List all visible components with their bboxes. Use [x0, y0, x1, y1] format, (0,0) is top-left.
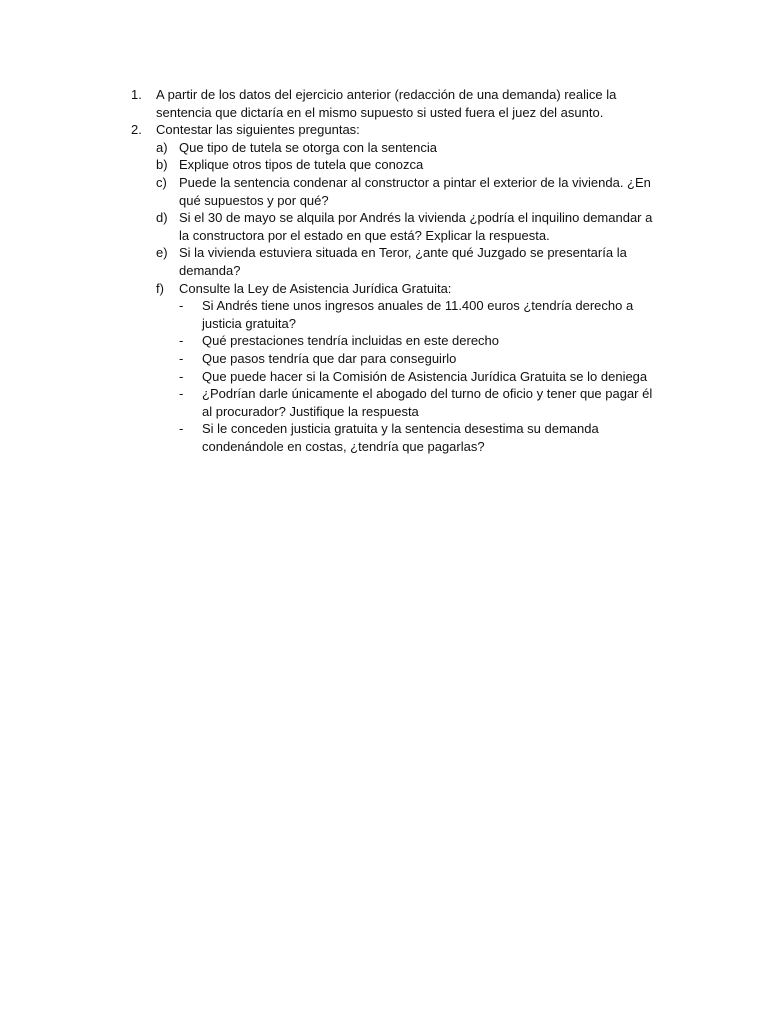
- bullet-item-5: [131, 385, 661, 420]
- list-marker: 1.: [131, 87, 142, 102]
- list-item-1: [131, 86, 661, 121]
- sub-item-d: [131, 209, 661, 244]
- sub-item-c: [131, 174, 661, 209]
- sub-item-text: Puede la sentencia condenar al constructor a pintar el exterior de la vivienda. ¿En qué supuestos y por qué?: [179, 174, 651, 208]
- bullet-marker: -: [179, 368, 184, 384]
- bullet-item-4: [131, 368, 661, 386]
- bullet-marker: -: [179, 298, 184, 314]
- bullet-item-1: [131, 297, 661, 332]
- sub-item-text: Consulte la Ley de Asistencia Jurídica Gratuita:: [179, 280, 452, 296]
- bullet-item-text: Qué prestaciones tendría incluidas en este derecho: [202, 333, 500, 349]
- sub-item-f: [131, 280, 661, 298]
- sub-item-b: [131, 156, 661, 174]
- bullet-marker: -: [179, 350, 184, 366]
- bullet-item-text: Que pasos tendría que dar para conseguirlo: [202, 350, 457, 366]
- list-item-2: [131, 121, 661, 139]
- list-marker: 2.: [131, 122, 142, 138]
- list-marker: a): [156, 139, 168, 155]
- bullet-marker: -: [179, 333, 184, 349]
- sub-item-text: Explique otros tipos de tutela que conozca: [179, 157, 424, 173]
- list-marker: c): [156, 174, 167, 190]
- document-body: [131, 86, 661, 455]
- bullet-item-text: Si le conceden justicia gratuita y la sentencia desestima su demanda condenándole en costas, ¿tendría que pagarlas?: [202, 421, 599, 454]
- bullet-item-text: Que puede hacer si la Comisión de Asistencia Jurídica Gratuita se lo deniega: [202, 368, 648, 384]
- bullet-item-2: [131, 332, 661, 350]
- bullet-marker: -: [179, 421, 184, 437]
- sub-item-e: [131, 244, 661, 279]
- bullet-item-text: Si Andrés tiene unos ingresos anuales de 11.400 euros ¿tendría derecho a justicia gratuita?: [202, 298, 634, 331]
- list-marker: f): [156, 280, 164, 296]
- bullet-marker: -: [179, 386, 184, 402]
- list-item-text: Contestar las siguientes preguntas:: [156, 122, 360, 138]
- sub-item-text: Si la vivienda estuviera situada en Teror, ¿ante qué Juzgado se presentaría la demanda?: [179, 245, 627, 278]
- list-item-text: A partir de los datos del ejercicio anterior (redacción de una demanda) realice la sentencia que dictaría en el mismo supuesto si usted fuera el juez del asunto.: [156, 87, 617, 120]
- sub-item-text: Si el 30 de mayo se alquila por Andrés la vivienda ¿podría el inquilino demandar a la constructora por el estado en que está? Explicar la respuesta.: [179, 210, 653, 243]
- list-marker: d): [156, 210, 168, 226]
- sub-item-text: Que tipo de tutela se otorga con la sentencia: [179, 139, 438, 155]
- bullet-item-text: ¿Podrían darle únicamente el abogado del turno de oficio y tener que pagar él al procurador? Justifique la respuesta: [202, 386, 653, 419]
- list-marker: e): [156, 245, 168, 261]
- sub-item-a: [131, 139, 661, 157]
- bullet-item-6: [131, 420, 661, 455]
- bullet-item-3: [131, 350, 661, 368]
- list-marker: b): [156, 157, 168, 173]
